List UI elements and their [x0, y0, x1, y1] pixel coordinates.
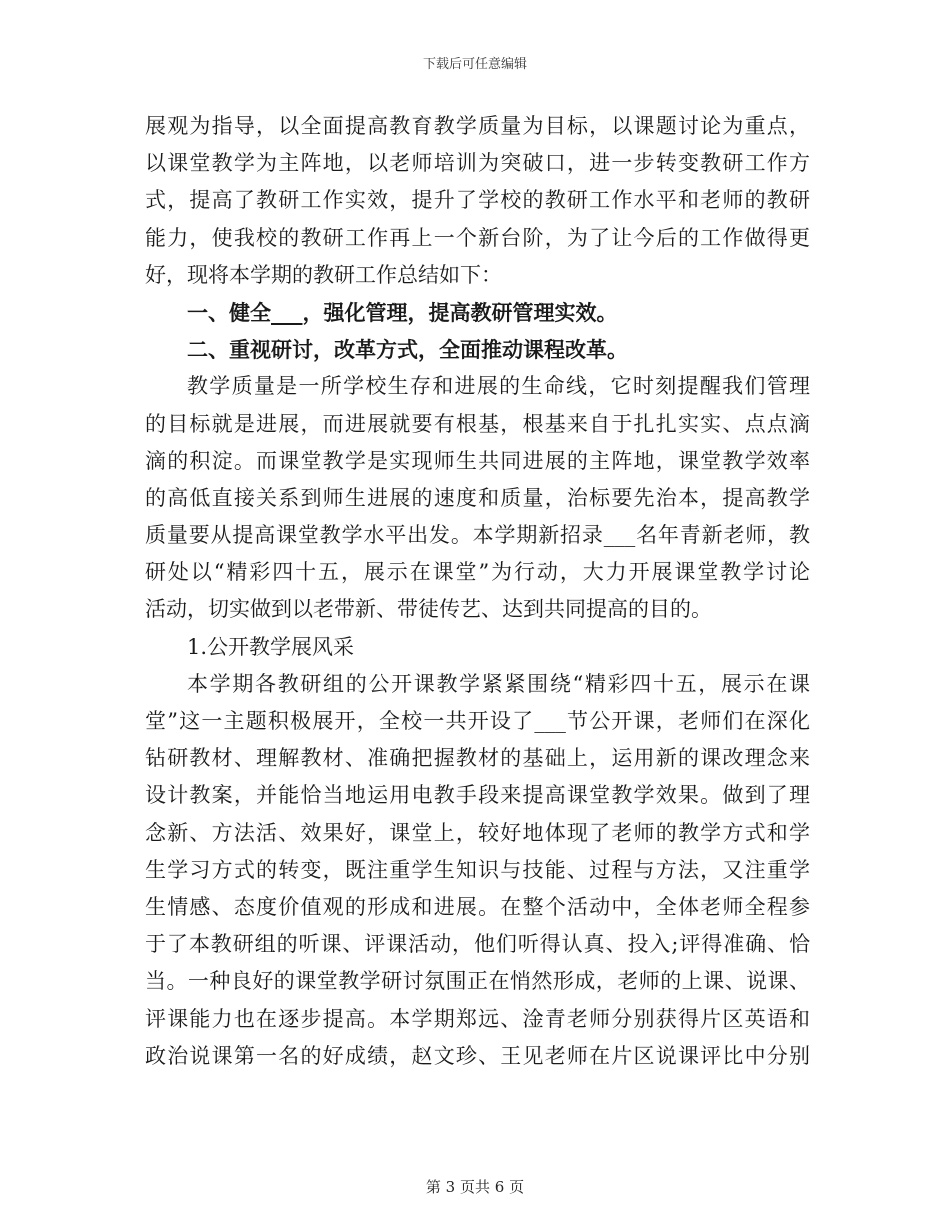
page-header: 下载后可任意编辑: [422, 57, 527, 72]
paragraph-line: 以课堂教学为主阵地，以老师培训为突破口，进一步转变教研工作方: [145, 151, 810, 176]
paragraph-line: 于了本教研组的听课、评课活动，他们听得认真、投入;评得准确、恰: [145, 932, 810, 957]
paragraph-line: 好，现将本学期的教研工作总结如下：: [145, 262, 502, 287]
paragraph-line: 评课能力也在逐步提高。本学期郑远、淦青老师分别获得片区英语和: [145, 1006, 810, 1031]
paragraph-line: 钻研教材、理解教材、准确把握教材的基础上，运用新的课改理念来: [145, 746, 810, 771]
paragraph-line: 质量要从提高课堂教学水平出发。本学期新招录___名年青新老师，教: [145, 523, 810, 548]
paragraph-line: 一、健全___，强化管理，提高教研管理实效。: [187, 299, 618, 325]
paragraph-line: 念新、方法活、效果好，课堂上，较好地体现了老师的教学方式和学: [145, 820, 810, 845]
paragraph-line: 堂”这一主题积极展开，全校一共开设了___节公开课，老师们在深化: [145, 709, 810, 733]
paragraph-line: 活动，切实做到以老带新、带徒传艺、达到共同提高的目的。: [145, 597, 712, 622]
paragraph-line: 能力，使我校的教研工作再上一个新台阶，为了让今后的工作做得更: [145, 225, 810, 250]
paragraph-line: 式，提高了教研工作实效，提升了学校的教研工作水平和老师的教研: [145, 188, 810, 213]
paragraph-line: 当。一种良好的课堂教学研讨氛围正在悄然形成，老师的上课、说课、: [145, 969, 810, 994]
document-body: [145, 108, 810, 1075]
paragraph-line: 教学质量是一所学校生存和进展的生命线，它时刻提醒我们管理: [187, 374, 810, 399]
paragraph-line: 的高低直接关系到师生进展的速度和质量，治标要先治本，提高教学: [145, 485, 810, 510]
page-footer: 第 3 页共 6 页: [425, 1178, 525, 1196]
paragraph-line: 生学习方式的转变，既注重学生知识与技能、过程与方法，又注重学: [145, 857, 810, 882]
paragraph-line: 的目标就是进展，而进展就要有根基，根基来自于扎扎实实、点点滴: [145, 411, 810, 436]
paragraph-line: 生情感、态度价值观的形成和进展。在整个活动中，全体老师全程参: [145, 894, 810, 919]
paragraph-line: 本学期各教研组的公开课教学紧紧围绕“精彩四十五，展示在课: [187, 671, 810, 696]
paragraph-line: 展观为指导，以全面提高教育教学质量为目标，以课题讨论为重点，: [145, 114, 810, 138]
paragraph-line: 1.公开教学展风采: [187, 634, 355, 659]
paragraph-line: 政治说课第一名的好成绩，赵文珍、王见老师在片区说课评比中分别: [145, 1043, 810, 1068]
paragraph-line: 二、重视研讨，改革方式，全面推动课程改革。: [187, 337, 628, 363]
paragraph-line: 设计教案，并能恰当地运用电教手段来提高课堂教学效果。做到了理: [145, 783, 810, 808]
paragraph-line: 研处以“精彩四十五，展示在课堂”为行动，大力开展课堂教学讨论: [145, 560, 810, 585]
paragraph-line: 滴的积淀。而课堂教学是实现师生共同进展的主阵地，课堂教学效率: [145, 448, 810, 473]
